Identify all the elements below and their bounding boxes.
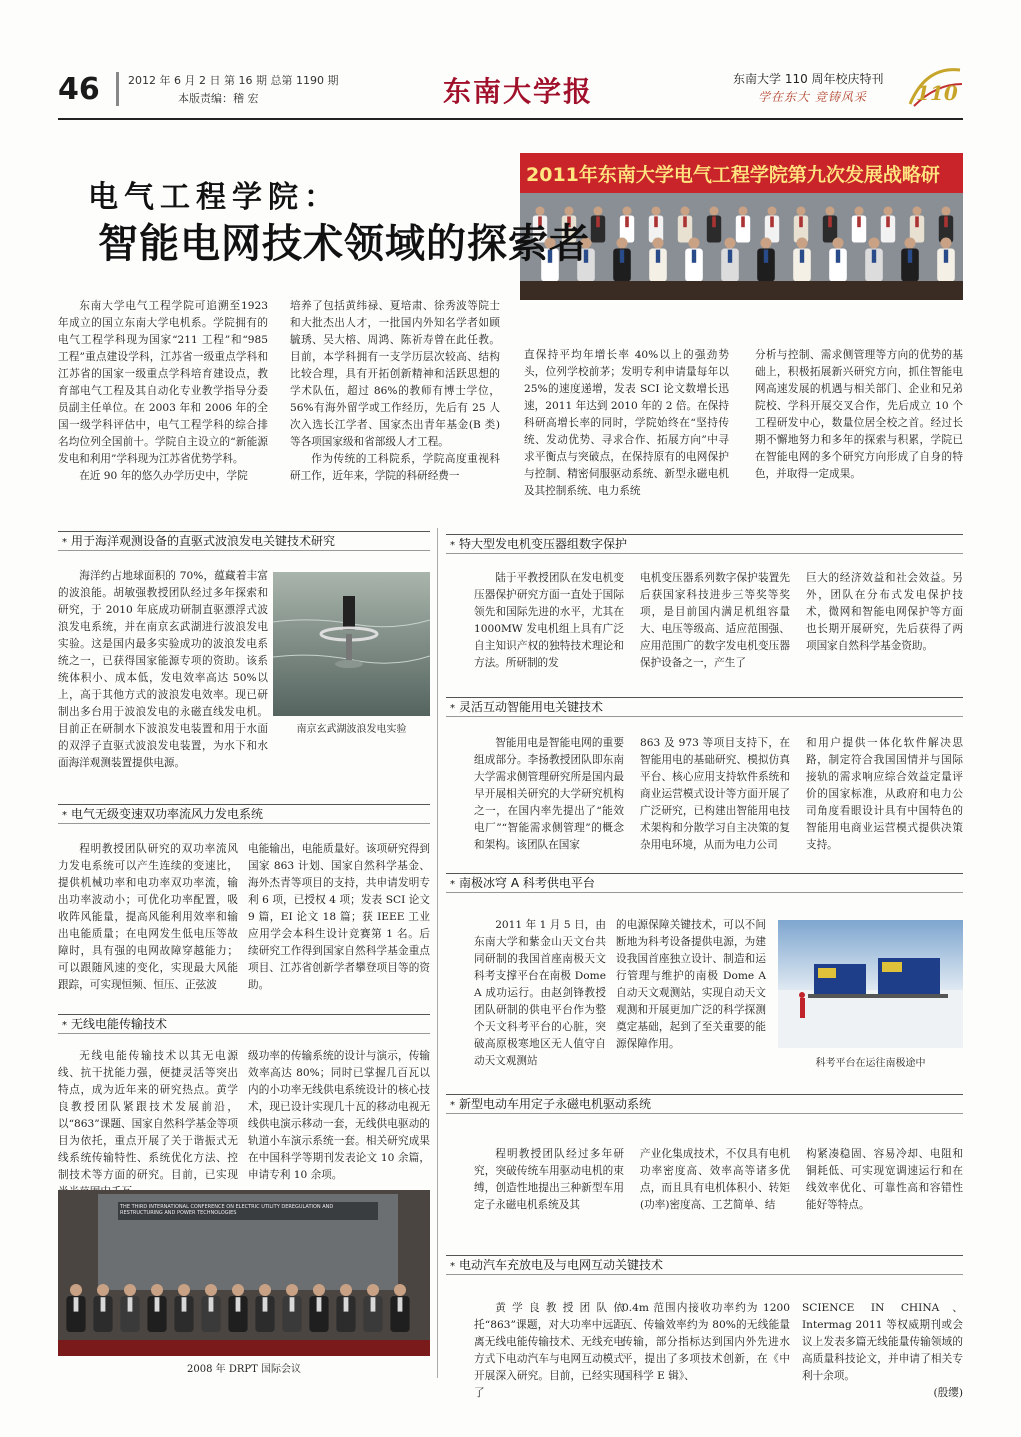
motor-text-column-2: 产业化集成技术，不仅具有电机功率密度高、效率高等诸多优点，而且具有电机体积小、转矩(功率)密度高、工艺简单、结 [640,1148,790,1211]
wave-photo-caption: 南京玄武湖波浪发电实验 [296,724,407,735]
interactive-text-column-1: 智能用电是智能电网的重要组成部分。李扬教授团队即东南大学需求侧管理研究所是国内最早开展相关研究的大学研究机构之一，在国内率先提出了“能效电厂”“智能需求侧管理”的概念和架构。该团队在国家 [474,737,624,851]
intro-paragraph: 分析与控制、需求侧管理等方向的优势的基础上，积极拓展新兴研究方向，抓住智能电网高速发展的机遇与相关部门、企业和兄弟院校、学科开展交叉合作，先后成立 10 个工程研发中心，数量位居全校之首。经过长期不懈地努力和多年的探索与积累，学院已在智能电网的多个研究方向形成了自身的特色，并取得一定成果。 [755,349,963,480]
page-number: 46 [58,72,100,107]
newspaper-name: 东南大学报 [443,75,594,108]
ev-text-column-1: 黄学良教授团队依托“863”课题，对大功率中远距离无线电能传输技术、无线充电方式下电动汽车与电网互动模式开展深入研究。目前，已经实现了 [474,1302,624,1399]
wireless-text-column-1: 无线电能传输技术以其无电源线、抗干扰能力强，便捷灵活等突出特点，成为近年来的研究热点。黄学良教授团队紧跟技术发展前沿，以“863”课题、国家自然科学基金等项目为依托，重点开展了关于谐振式无线系统传输特性、系统优化方法、控制技术等方面的研究。目前，已实现 [58,1050,238,1181]
interactive-text-column-2: 863 及 973 等项目支持下，在智能用电的基础研究、模拟仿真平台、核心应用支持软件系统和商业运营模式设计等方面开展了广泛研究，已构建出智能用电技术架构和分散学习自主决策的复杂用电环境，从而为电力公司 [640,737,790,851]
section-heading-antarctic: * 南极冰穹 A 科考供电平台 [446,873,963,893]
wind-text-column-2: 电能输出，电能质量好。该项研究得到国家 863 计划、国家自然科学基金、海外杰青等项目的支持，共申请发明专利 6 项，已授权 4 项；发表 SCI 论文 9 篇，EI 论文 18 篇；获 IEEE 工业应用学会本科生设计竞赛第 1 名。后续研究工作得到国家自然科学基金重点项目、江苏省创新学者攀登项目等的资助。 [248,843,430,991]
issue-date: 2012 年 6 月 2 日 第 16 期 总第 1190 期 [128,74,339,87]
antarctic-text-column-2: 的电源保障关键技术，可以不间断地为科考设备提供电源，为建设我国首座独立设计、制造和运行管理与维护的南极 Dome A 自动天文观测站，实现自动天文观测和开展更加广泛的科学探测奠定基础，起到了至关重要的能源保障作用。 [616,919,766,1050]
section-heading-interactive: * 灵活互动智能用电关键技术 [446,697,963,717]
intro-column-1 [58,298,268,485]
section-heading-wind: * 电气无级变速双功率流风力发电系统 [58,804,430,824]
interactive-text-column-3: 和用户提供一体化软件解决思路，制定符合我国国情并与国际接轨的需求响应综合效益定量评价的国家标准，从政府和电力公司角度看眼设计具有中国特色的智能用电商业运营模式提供决策支持。 [806,737,963,851]
motor-text-column-3: 构紧凑稳固、容易冷却、电阻和铜耗低、可实现宽调速运行和在线效率优化、可靠性高和容错性能好等特点。 [806,1148,963,1211]
section-heading-wireless: * 无线电能传输技术 [58,1014,430,1034]
hero-title: 智能电网技术领域的探索者 [98,221,590,267]
intro-column-3 [524,347,729,500]
masthead-divider [116,72,119,106]
conference-banner-text: THE THIRD INTERNATIONAL CONFERENCE ON ELECTRIC UTILITY DEREGULATION AND RESTRUCTURING AND POWER TECHNOLOGIES [120,1204,334,1216]
antarctic-text-column-1: 2011 年 1 月 5 日，由东南大学和紫金山天文台共同研制的我国首座南极天文科考支撑平台在南极 Dome A 成功运行。由赵剑锋教授团队研制的供电平台作为整个天文科考平台的心脏，突破高原极寒地区无人值守自动天文观测站 [474,919,606,1067]
ev-text-column-3: SCIENCE IN CHINA、Intermag 2011 等权威期刊或会议上发表多篇无线能量传输领域的高质量科技论文，并申请了相关专利十余项。 (殷缨) [802,1300,963,1402]
section-heading-ev: * 电动汽车充放电及与电网互动关键技术 [446,1255,963,1275]
article-byline: (殷缨) [933,1387,963,1399]
antarctic-photo-caption: 科考平台在运往南极途中 [815,1058,926,1069]
intro-paragraph: 直保持平均年增长率 40%以上的强劲势头，位列学校前茅；发明专利申请量每年以 25%的速度递增，发表 SCI 论文数增长迅速，2011 年达到 2010 年的 2 倍。在保持科研高增长率的同时，学院始终在“坚持传统、发动优势、寻求合作、拓展方向”中寻求平衡点与突破点，在保持原有的电网保护与控制、精密伺服驱动系统、新型永磁电机及其控制系统、电力系统 [524,349,729,497]
ev-text-column-2: 0.4m 范围内接收功率约为 1200 瓦、传输效率约为 80%的无线能量传输，部分指标达到国内外先进水平，提出了多项技术创新，在《中国科学 E 辑》、 [622,1302,790,1382]
drpt-photo-caption: 2008 年 DRPT 国际会议 [187,1364,301,1375]
section-heading-wave: * 用于海洋观测设备的直驱式波浪发电关键技术研究 [58,531,430,551]
intro-column-2 [290,298,500,485]
antarctic-photo [778,920,963,1048]
wave-text: 海洋约占地球面积的 70%，蕴藏着丰富的波浪能。胡敏强教授团队经过多年探索和研究，于 2010 年底成功研制直驱漂浮式波浪发电系统，并在南京玄武湖进行波浪发电实验。这是国内最多实验成功的波浪发电系统之一，已获得国家能源专项的资助。该系统体积小、成本低，发电效率高达 50%以上，高于其他方式的波浪发电效率。现已研制出多台用于波浪发电的永磁直线发电机。目前正在研制水下波浪发电装置和用于水面的双浮子直驱式波浪发电装置，为水下和水面海洋观测装置提供电源。 [58,570,268,769]
section-heading-protect: * 特大型发电机变压器组数字保护 [446,534,963,554]
column-divider [437,528,438,1378]
protect-text-column-3: 巨大的经济效益和社会效益。另外，团队在分布式发电保护技术，微网和智能电网保护等方面也长期开展研究，先后获得了两项国家自然科学基金资助。 [806,572,963,652]
intro-paragraph: 作为传统的工科院系，学院高度重视科研工作，近年来，学院的科研经费一 [290,453,500,482]
hero-kicker: 电气工程学院： [88,180,340,215]
protect-text-column-1: 陆于平教授团队在发电机变压器保护研究方面一直处于国际领先和国际先进的水平，尤其在 1000MW 发电机组上具有广泛自主知识产权的独特技术理论和方法。所研制的发 [474,572,624,669]
section-heading-motor: * 新型电动车用定子永磁电机驱动系统 [446,1094,963,1114]
hero-banner-text: 2011年东南大学电气工程学院第九次发展战略研 [526,164,940,186]
motor-text-column-1: 程明教授团队经过多年研究，突破传统车用驱动电机的束缚，创造性地提出三种新型车用定子永磁电机系统及其 [474,1148,624,1211]
protect-text-column-2: 电机变压器系列数字保护装置先后获国家科技进步三等奖等奖项，是目前国内满足机组容量大、电压等级高、适应范围强、应用范围广的数字发电机变压器保护设备之一，产生了 [640,572,790,669]
anniversary-logo [906,64,964,110]
intro-column-4 [755,347,963,483]
masthead-rule [58,118,963,120]
wireless-text-column-2: 级功率的传输系统的设计与演示，传输效率高达 80%；同时已掌握几百瓦以内的小功率无线供电系统设计的核心技术，现已设计实现几十瓦的移动电视无线供电演示移动一套，无线供电驱动的轨道小车演示系统一套。相关研究成果在中国科学等期刊发表论文 10 余篇，申请专利 10 余项。 [248,1050,430,1181]
intro-paragraph: 培养了包括黄纬禄、夏培肃、徐秀波等院士和大批杰出人才，一批国内外知名学者如顾毓琇、吴大榕、周鸿、陈祈寿曾在此任教。目前，本学科拥有一支学历层次较高、结构比较合理，具有开拓创新精神和活跃思想的学术队伍，超过 86%的教师有博士学位，56%有海外留学或工作经历，先后有 25 人次入选长江学者、国家杰出青年基金(B 类)等各项国家级和省部级人才工程。 [290,300,500,448]
logo-number: 110 [916,81,958,105]
intro-paragraph: 东南大学电气工程学院可追溯至1923 年成立的国立东南大学电机系。学院拥有的电气工程学科现为国家“211 工程”和“985 工程”重点建设学科，江苏省一级重点学科和江苏省的国家一级重点学科培育建设点，教育部电气工程及其自动化专业教学指导分委员副主任单位。在 2003 年和 2006 年的全国一级学科评估中，电气工程学科的综合排名均位列全国前十。学院自主设立的“新能源发电和利用”学科现为江苏省优势学科。 [58,300,268,465]
drpt-conference-photo [58,1190,430,1356]
wave-photo [273,572,430,716]
wind-text-column-1: 程明教授团队研究的双功率流风力发电系统可以产生连续的变速比，提供机械功率和电功率双功率流，输出功率波动小；可优化功率配置，吸收阵风能量，提高风能利用效率和输出电能质量；在电网发生低电压等故障时，具有强的电网故障穿越能力；可以跟随风速的变化，实现最大风能跟踪，可实现恒频、恒压、正弦波 [58,843,238,991]
anniversary-label: 东南大学 110 周年校庆特刊 [733,72,884,86]
masthead [58,68,963,112]
anniversary-slogan: 学在东大 竞铸风采 [758,90,867,104]
editor-credit: 本版责编：稽 宏 [178,92,259,105]
intro-paragraph: 在近 90 年的悠久办学历史中，学院 [79,470,248,482]
